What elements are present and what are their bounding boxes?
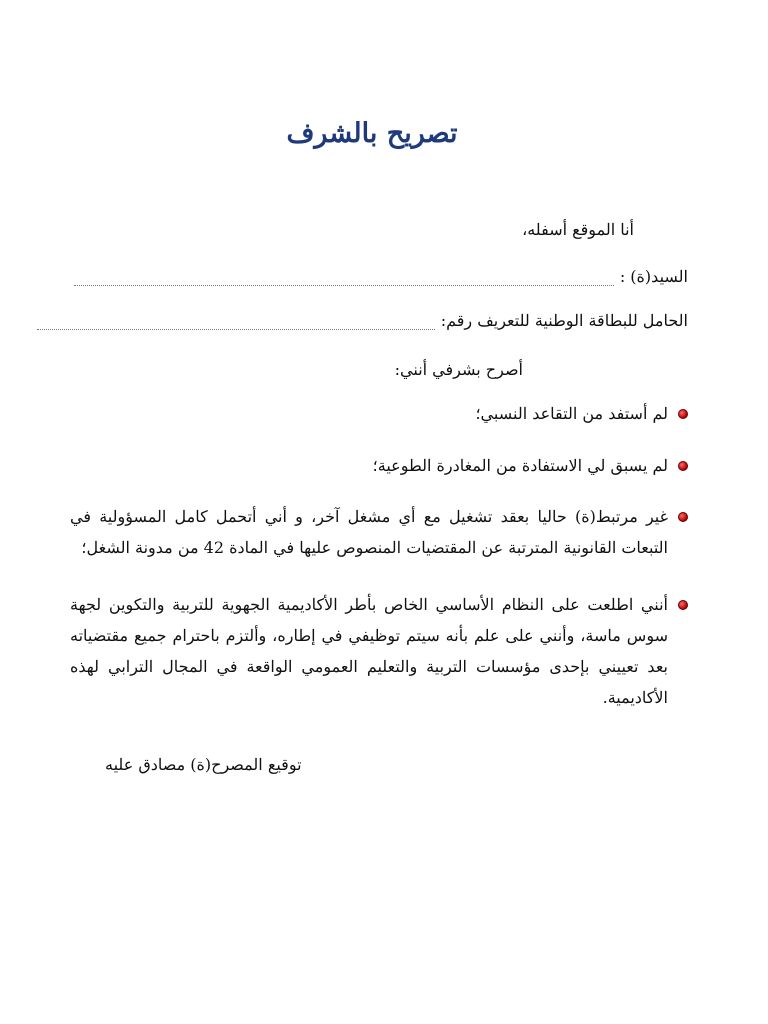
name-label: السيد(ة) : [619, 267, 688, 286]
declaration-item [70, 589, 688, 713]
id-fill-line [37, 319, 435, 330]
declaration-item [70, 398, 688, 429]
page-title: تصريح بالشرف [286, 118, 458, 149]
red-dot-bullet-icon [678, 512, 688, 522]
red-dot-bullet-icon [678, 409, 688, 419]
name-field-row [74, 267, 688, 286]
red-dot-bullet-icon [678, 461, 688, 471]
red-dot-bullet-icon [678, 600, 688, 610]
declaration-item-text: لم أستفد من التقاعد النسبي؛ [475, 404, 668, 423]
intro-line: أنا الموقع أسفله، [522, 220, 634, 239]
declare-line: أصرح بشرفي أنني: [394, 360, 523, 379]
name-fill-line [74, 275, 614, 286]
declaration-item-text: أنني اطلعت على النظام الأساسي الخاص بأطر الأكاديمية الجهوية للتربية والتكوين لجهة سوس ماسة، وأنني على علم بأنه سيتم توظيفي في إطاره، وألتزم باحترام جميع مقتضياته بعد تعييني بإحدى مؤسسات التربية والتعليم العمومي الواقعة في المجال الترابي لهذه الأكاديمية. [70, 595, 668, 707]
declaration-item [70, 450, 688, 481]
signature-line: توقيع المصرح(ة) مصادق عليه [105, 755, 302, 774]
declaration-item-text: لم يسبق لي الاستفادة من المغادرة الطوعية؛ [372, 456, 668, 475]
id-label: الحامل للبطاقة الوطنية للتعريف رقم: [440, 311, 688, 330]
declaration-item [70, 501, 688, 563]
id-field-row [37, 311, 688, 330]
declaration-item-text: غير مرتبط(ة) حاليا بعقد تشغيل مع أي مشغل آخر، و أني أتحمل كامل المسؤولية في التبعات القانونية المترتبة عن المقتضيات المنصوص عليها في المادة 42 من مدونة الشغل؛ [70, 507, 668, 557]
